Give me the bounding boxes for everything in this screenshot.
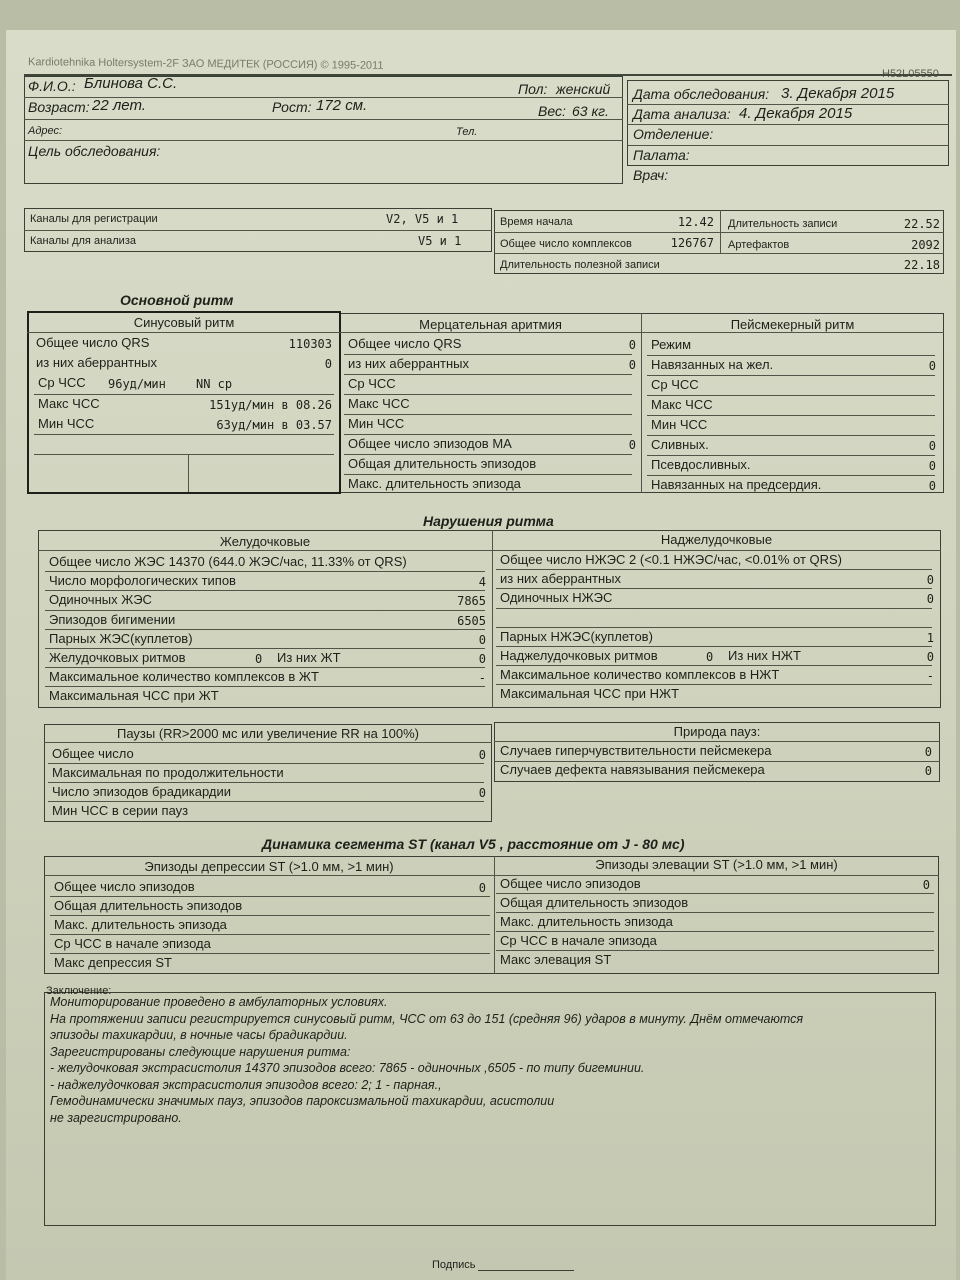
sinus-max-hr-label: Макс ЧСС — [38, 396, 100, 411]
row-divider — [50, 953, 490, 954]
row-label: Макс ЧСС — [348, 396, 410, 411]
divider — [38, 550, 941, 551]
record-id: H52L05550 — [882, 68, 939, 80]
divider — [641, 313, 642, 493]
row-divider — [496, 931, 934, 932]
sinus-max-hr-value: 151уд/мин в 08.26 — [209, 398, 332, 412]
ward-label: Палата: — [633, 147, 690, 163]
row-divider — [647, 435, 935, 436]
an-channels: V5 и 1 — [418, 234, 462, 248]
row-label: Ср ЧСС — [348, 376, 396, 391]
row-sub-label: Из них НЖТ — [728, 648, 801, 663]
row-label: Мин ЧСС — [348, 416, 405, 431]
start-label: Время начала — [500, 216, 573, 228]
sex-label: Пол: — [518, 81, 548, 97]
row-label: Максимальная ЧСС при ЖТ — [49, 688, 219, 704]
divider — [494, 856, 495, 974]
row-value: 7865 — [457, 594, 486, 609]
signature-label: Подпись — [432, 1259, 476, 1271]
row-divider — [48, 801, 484, 802]
exam-date-label: Дата обследования: — [633, 86, 770, 102]
conclusion-line: Зарегистрированы следующие нарушения ритма: — [50, 1044, 351, 1059]
main-rhythm-title: Основной ритм — [120, 292, 234, 308]
row-divider — [496, 569, 932, 570]
row-value: 0 — [478, 632, 486, 647]
row-divider — [496, 588, 932, 589]
signature-line — [478, 1270, 574, 1271]
row-label: Навязанных на жел. — [651, 357, 774, 372]
row-divider — [45, 571, 485, 572]
row-label: Псевдосливных. — [651, 457, 751, 472]
row-label: Общее число эпизодов — [54, 879, 195, 894]
st-depression-head: Эпизоды депрессии ST (>1.0 мм, >1 мин) — [144, 859, 394, 874]
row-divider — [344, 474, 632, 475]
row-divider — [496, 608, 932, 609]
divider — [34, 434, 334, 435]
row-value: 0 — [926, 592, 934, 607]
row-label: Число эпизодов брадикардии — [52, 784, 232, 799]
row-divider — [647, 475, 935, 476]
row-value: 0 — [928, 459, 936, 473]
row-value: 0 — [478, 786, 486, 800]
row-divider — [496, 912, 934, 913]
row-divider — [344, 374, 632, 375]
arrhythmia-title: Нарушения ритма — [423, 513, 554, 529]
row-label: Одиночных ЖЭС — [49, 592, 152, 608]
row-label: Сливных. — [651, 437, 709, 452]
row-value: 0 — [478, 748, 486, 762]
row-divider — [647, 455, 935, 456]
row-label: Желудочковых ритмов — [49, 650, 186, 665]
row-divider — [647, 375, 935, 376]
analysis-date-label: Дата анализа: — [633, 106, 731, 122]
reg-channels: V2, V5 и 1 — [386, 212, 459, 226]
row-label: Случаев гиперчувствительности пейсмекера — [500, 743, 772, 758]
row-divider — [647, 415, 935, 416]
sinus-min-hr-label: Мин ЧСС — [38, 416, 95, 431]
row-divider — [344, 354, 632, 355]
patient-height: 172 см. — [316, 97, 368, 114]
divider — [188, 454, 189, 492]
divider — [627, 124, 949, 125]
row-label: Одиночных НЖЭС — [500, 590, 613, 606]
phone-label: Тел. — [456, 126, 478, 138]
conclusion-line: На протяжении записи регистрируется синусовый ритм, ЧСС от 63 до 151 (средняя 96) ударов в минуту. Днём отмечаются — [50, 1011, 804, 1026]
sinus-aberrant-label: из них аберрантных — [36, 355, 157, 370]
row-divider — [647, 395, 935, 396]
row-label: Число морфологических типов — [49, 573, 236, 589]
conclusion-line: Гемодинамически значимых пауз, эпизодов пароксизмальной тахикардии, асистолии — [50, 1094, 555, 1108]
doctor-label: Врач: — [633, 167, 669, 183]
useful-duration: 22.18 — [903, 258, 940, 272]
divider — [44, 875, 939, 876]
supraventricular-head: Наджелудочковые — [660, 532, 773, 547]
name-label: Ф.И.О.: — [28, 78, 76, 94]
row-divider — [48, 763, 484, 764]
divider — [24, 119, 623, 120]
divider — [24, 140, 623, 141]
row-value: 0 — [478, 652, 486, 666]
divider — [34, 454, 334, 455]
divider — [494, 253, 944, 254]
row-value: 0 — [928, 439, 936, 453]
row-label: Парных НЖЭС(куплетов) — [500, 628, 653, 644]
row-divider — [496, 627, 932, 628]
divider — [34, 394, 334, 395]
row-label: Наджелудочковых ритмов — [500, 648, 658, 663]
sinus-min-hr-value: 63уд/мин в 03.57 — [216, 418, 332, 432]
pause-nature-head: Природа пауз: — [673, 724, 761, 739]
row-label: Макс ЧСС — [651, 397, 713, 412]
row-value: 6505 — [457, 613, 486, 628]
row-divider — [45, 667, 485, 668]
row-label: Ср ЧСС — [651, 377, 699, 392]
an-channels-label: Каналы для анализа — [30, 235, 136, 247]
divider — [720, 210, 721, 253]
pacer-head: Пейсмекерный ритм — [730, 317, 855, 332]
row-label: Максимальная по продолжительности — [52, 765, 284, 780]
patient-weight: 63 кг. — [572, 103, 609, 119]
row-label: Максимальное количество комплексов в ЖТ — [49, 669, 319, 685]
row-divider — [496, 646, 932, 647]
row-divider — [344, 454, 632, 455]
row-label: Макс. длительность эпизода — [348, 476, 521, 491]
row-divider — [50, 896, 490, 897]
sinus-avg-hr-value: 96уд/мин — [108, 377, 166, 391]
row-label: Эпизодов бигимении — [49, 611, 176, 627]
row-mid-value: 0 — [706, 650, 714, 664]
row-label: Общее число НЖЭС 2 (<0.1 НЖЭС/час, <0.01% от QRS) — [500, 552, 843, 567]
row-label: Общее число QRS — [348, 336, 462, 351]
st-elevation-head: Эпизоды элевации ST (>1.0 мм, >1 мин) — [595, 857, 838, 872]
row-value: - — [478, 671, 486, 686]
artifacts: 2092 — [911, 238, 940, 252]
row-divider — [45, 590, 485, 591]
sinus-avg-hr-label: Ср ЧСС — [38, 375, 86, 390]
row-label: Ср ЧСС в начале эпизода — [54, 936, 211, 951]
conclusion-label: Заключение: — [46, 985, 112, 997]
row-label: Максимальная ЧСС при НЖТ — [500, 686, 680, 702]
weight-label: Вес: — [538, 103, 566, 119]
sinus-head: Синусовый ритм — [133, 315, 235, 330]
row-divider — [647, 355, 935, 356]
row-divider — [496, 665, 932, 666]
divider — [24, 230, 492, 231]
reg-channels-label: Каналы для регистрации — [30, 213, 158, 225]
department-label: Отделение: — [633, 126, 714, 142]
row-label: Макс. длительность эпизода — [54, 917, 227, 932]
row-value: 0 — [926, 573, 934, 588]
row-value: - — [926, 669, 934, 684]
row-label: Мин ЧСС в серии пауз — [52, 803, 189, 818]
row-value: 0 — [628, 438, 636, 452]
sinus-nn-label: NN ср — [196, 377, 233, 391]
row-value: 0 — [628, 358, 636, 372]
pauses-head: Паузы (RR>2000 мс или увеличение RR на 100%) — [116, 726, 420, 741]
analysis-date: 4. Декабря 2015 — [739, 105, 853, 122]
exam-date: 3. Декабря 2015 — [781, 85, 895, 102]
divider — [627, 145, 949, 146]
useful-label: Длительность полезной записи — [500, 259, 660, 271]
address-label: Адрес: — [28, 125, 63, 137]
row-label: Общее число — [52, 746, 134, 761]
divider — [494, 741, 940, 742]
sinus-qrs-label: Общее число QRS — [36, 335, 150, 350]
row-label: Максимальное количество комплексов в НЖТ — [500, 667, 780, 683]
row-value: 0 — [926, 650, 934, 664]
complexes-label: Общее число комплексов — [500, 238, 632, 250]
row-label: Общее число ЖЭС 14370 (644.0 ЖЭС/час, 11.33% от QRS) — [49, 554, 407, 569]
divider — [492, 530, 493, 708]
row-value: 1 — [926, 630, 934, 645]
row-label: Общая длительность эпизодов — [348, 456, 537, 471]
duration-label: Длительность записи — [728, 218, 838, 230]
row-label: Макс депрессия ST — [54, 955, 172, 970]
height-label: Рост: — [272, 99, 312, 115]
row-label: Навязанных на предсердия. — [651, 477, 822, 492]
row-divider — [45, 686, 485, 687]
row-mid-value: 0 — [255, 652, 263, 666]
row-label: из них аберрантных — [348, 356, 469, 371]
row-divider — [496, 684, 932, 685]
patient-age: 22 лет. — [92, 97, 146, 114]
row-divider — [50, 934, 490, 935]
row-divider — [45, 610, 485, 611]
row-label: Общая длительность эпизодов — [500, 895, 689, 910]
patient-name: Блинова С.С. — [84, 75, 178, 92]
st-title: Динамика сегмента ST (канал V5 , расстояние от J - 80 мс) — [262, 836, 685, 852]
purpose-label: Цель обследования: — [28, 143, 161, 159]
row-value: 4 — [478, 575, 486, 590]
row-divider — [45, 648, 485, 649]
row-divider — [48, 782, 484, 783]
complexes: 126767 — [670, 236, 714, 250]
conclusion-line: - наджелудочковая экстрасистолия эпизодов всего: 2; 1 - парная., — [50, 1077, 442, 1092]
row-sub-label: Из них ЖТ — [277, 650, 341, 665]
row-label: Парных ЖЭС(куплетов) — [49, 630, 193, 646]
divider — [494, 232, 944, 233]
row-value: 0 — [922, 878, 930, 892]
row-label: Общее число эпизодов — [500, 876, 641, 891]
row-label: Общее число эпизодов МА — [348, 436, 512, 451]
row-label: Мин ЧСС — [651, 417, 708, 432]
software-caption: Kardiotehnika Holtersystem-2F ЗАО МЕДИТЕК (РОССИЯ) © 1995-2011 — [27, 56, 384, 72]
ventricular-head: Желудочковые — [219, 534, 311, 549]
row-divider — [344, 394, 632, 395]
conclusion-line: не зарегистрировано. — [50, 1110, 182, 1125]
duration: 22.52 — [903, 217, 940, 231]
row-divider — [496, 950, 934, 951]
row-value: 0 — [924, 764, 932, 778]
sinus-aberrant-value: 0 — [324, 357, 332, 371]
row-value: 0 — [928, 359, 936, 373]
row-label: Макс. длительность эпизода — [500, 914, 673, 929]
conclusion-line: Мониторирование проведено в амбулаторных условиях. — [50, 995, 388, 1009]
divider — [44, 742, 492, 743]
patient-sex: женский — [556, 81, 611, 97]
row-label: Случаев дефекта навязывания пейсмекера — [500, 762, 765, 777]
conclusion-line: эпизоды тахикардии, в ночные часы брадикардии. — [50, 1028, 348, 1042]
sinus-qrs-value: 110303 — [288, 337, 332, 351]
afib-head: Мерцательная аритмия — [419, 317, 562, 332]
row-value: 0 — [928, 479, 936, 493]
artifacts-label: Артефактов — [728, 239, 790, 251]
row-label: из них аберрантных — [500, 571, 621, 587]
start-time: 12.42 — [677, 215, 714, 229]
row-divider — [496, 893, 934, 894]
row-label: Макс элевация ST — [500, 952, 612, 967]
row-divider — [45, 629, 485, 630]
row-label: Общая длительность эпизодов — [54, 898, 243, 913]
row-value: 0 — [478, 881, 486, 895]
row-divider — [344, 434, 632, 435]
row-divider — [344, 414, 632, 415]
row-label: Режим — [651, 337, 692, 352]
row-label: Ср ЧСС в начале эпизода — [500, 933, 657, 948]
conclusion-line: - желудочковая экстрасистолия 14370 эпизодов всего: 7865 - одиночных ,6505 - по типу бигеминии. — [50, 1061, 645, 1075]
row-divider — [50, 915, 490, 916]
row-value: 0 — [924, 745, 932, 759]
row-value: 0 — [628, 338, 636, 352]
age-label: Возраст: — [28, 99, 90, 115]
